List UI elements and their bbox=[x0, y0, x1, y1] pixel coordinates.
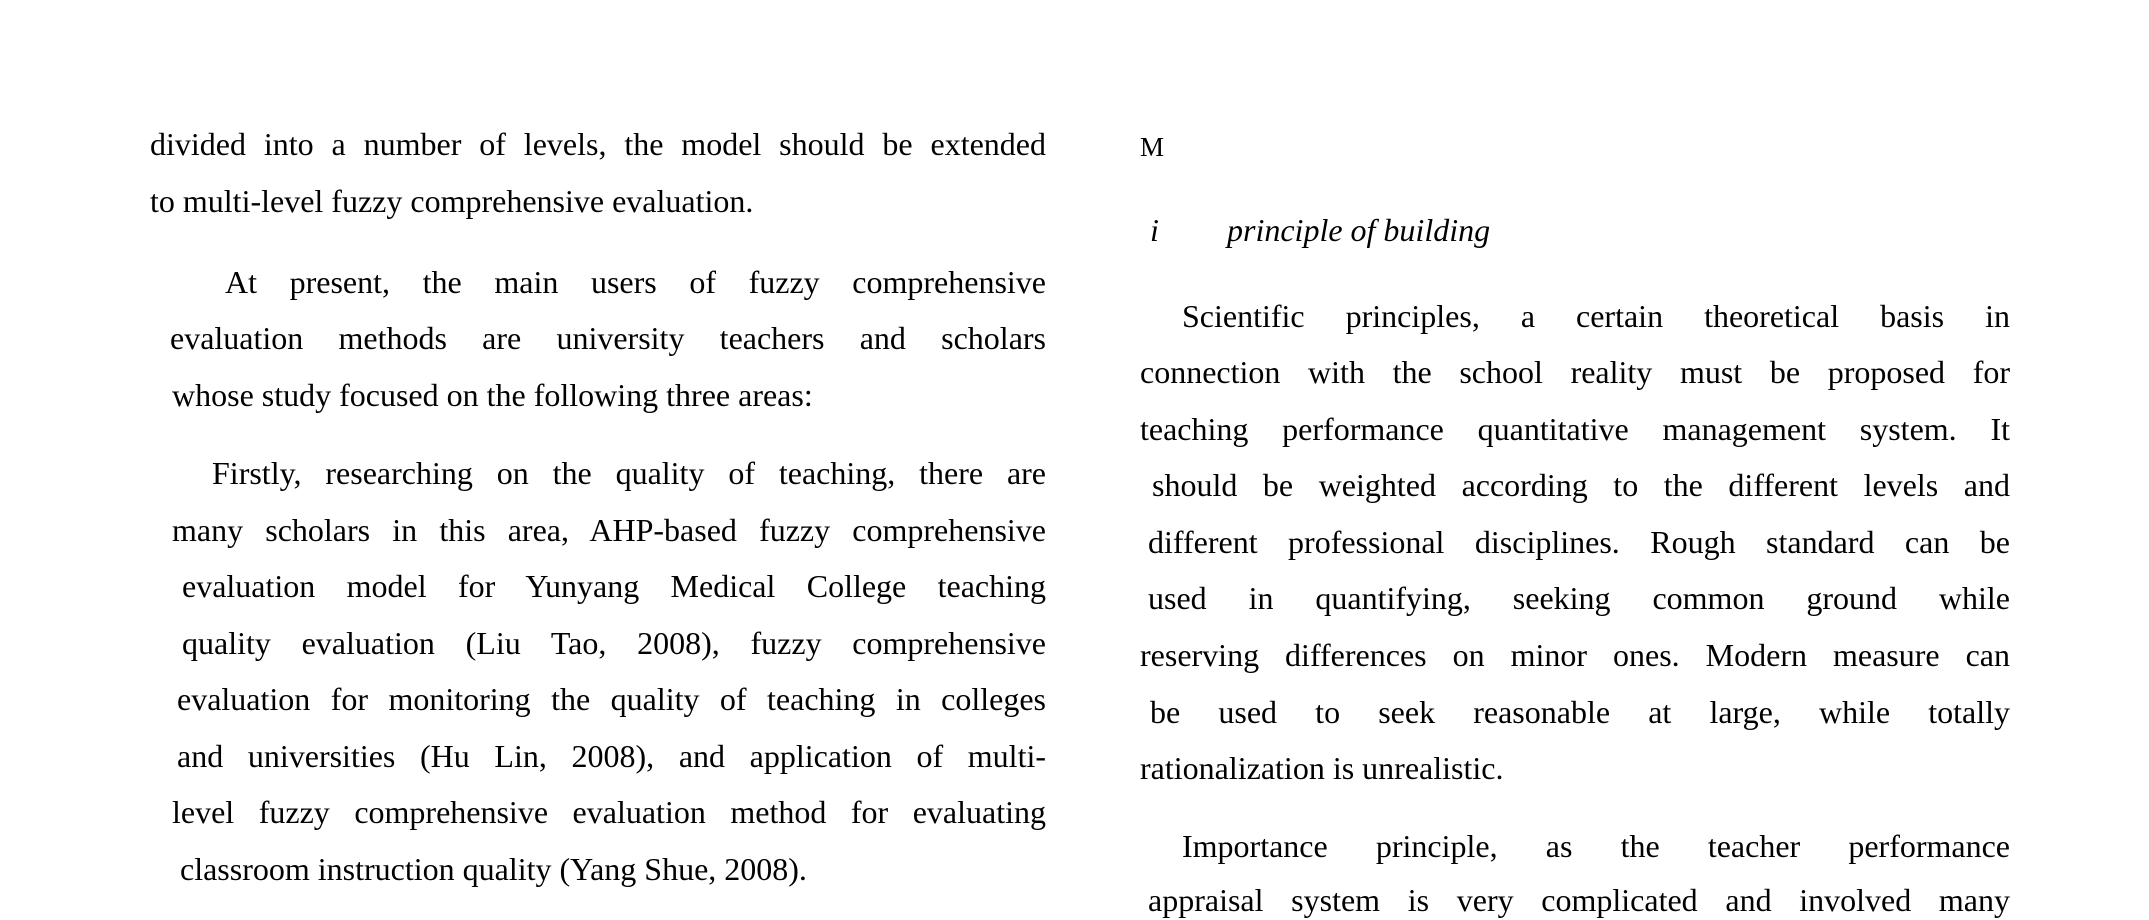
section-marker: M bbox=[1140, 132, 1165, 162]
text-line: reserving differences on minor ones. Modern measure can bbox=[1140, 637, 2010, 673]
text-line: different professional disciplines. Rough standard can be bbox=[1148, 524, 2010, 560]
text-line: level fuzzy comprehensive evaluation method for evaluating bbox=[172, 794, 1046, 830]
text-line: Firstly, researching on the quality of teaching, there are bbox=[212, 455, 1046, 491]
text-line: rationalization is unrealistic. bbox=[1140, 750, 1504, 786]
text-line: divided into a number of levels, the model should be extended bbox=[150, 126, 1046, 162]
text-line: connection with the school reality must be proposed for bbox=[1140, 354, 2010, 390]
text-line: many scholars in this area, AHP-based fuzzy comprehensive bbox=[172, 512, 1046, 548]
section-heading: principle of building bbox=[1227, 212, 1491, 248]
text-line: evaluation model for Yunyang Medical College teaching bbox=[182, 568, 1046, 604]
text-line: used in quantifying, seeking common ground while bbox=[1148, 580, 2010, 616]
text-line: quality evaluation (Liu Tao, 2008), fuzzy comprehensive bbox=[182, 625, 1046, 661]
text-line: evaluation for monitoring the quality of teaching in colleges bbox=[177, 681, 1046, 717]
text-line: teaching performance quantitative management system. It bbox=[1140, 411, 2010, 447]
text-line: evaluation methods are university teachers and scholars bbox=[170, 320, 1046, 356]
text-line: At present, the main users of fuzzy comprehensive bbox=[225, 264, 1046, 300]
text-line: Importance principle, as the teacher performance bbox=[1182, 828, 2010, 864]
text-line: Scientific principles, a certain theoretical basis in bbox=[1182, 298, 2010, 334]
text-line: whose study focused on the following three areas: bbox=[172, 377, 813, 413]
text-line: be used to seek reasonable at large, while totally bbox=[1150, 694, 2010, 730]
text-line: should be weighted according to the different levels and bbox=[1152, 467, 2010, 503]
text-line: and universities (Hu Lin, 2008), and application of multi- bbox=[177, 738, 1046, 774]
text-line: classroom instruction quality (Yang Shue, 2008). bbox=[180, 851, 807, 887]
text-line: appraisal system is very complicated and involved many bbox=[1148, 882, 2010, 918]
heading-numeral: i bbox=[1150, 212, 1159, 248]
text-line: to multi-level fuzzy comprehensive evaluation. bbox=[150, 183, 754, 219]
